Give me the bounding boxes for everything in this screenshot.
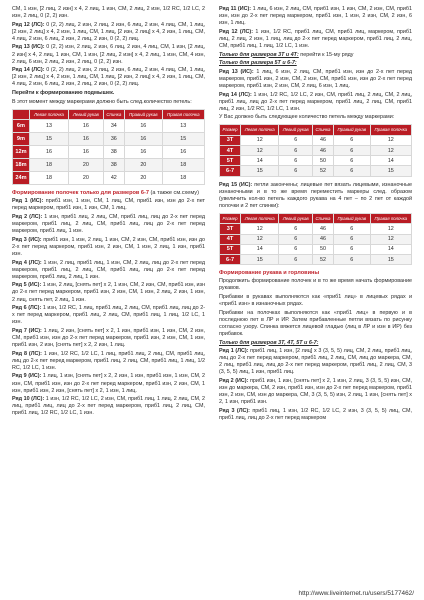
pattern-row: [12, 260, 205, 281]
count-cell: 6: [279, 224, 313, 234]
column-header: Правая полочка: [162, 109, 204, 119]
sleeve-intro-paragraphs: [219, 278, 412, 338]
row-text: приб1 изн, 1 изн, [снять пет] x 2, 1 изн, 2 лиц, 3 (3, 5, 5) изн, СМ, изн до маркера, СМ, 2 изн, приб1 изн, изн до 2-х пет перед маркером, приб1 изн, 2 изн, СМ, изн до маркера, СМ, 3 (3, 5, 5) изн, 2 лиц, 1 изн, [снять пет] x 2, 1 изн, приб1 изн.: [219, 378, 412, 406]
count-cell: 14: [370, 156, 411, 166]
count-cell: 38: [103, 159, 124, 172]
pattern-row: [12, 198, 205, 212]
count-cell: 13: [29, 120, 68, 133]
column-header: Левый рукав: [279, 213, 313, 223]
pattern-row: [12, 305, 205, 326]
table-row: [220, 166, 412, 176]
count-cell: 16: [125, 120, 163, 133]
row-text: 1 лиц, 6 изн, 2 лиц, СМ, приб1 изн, 1 изн, СМ, 2 изн, СМ, приб1 изн, изн до 2-х пет перед маркером, приб1 изн, 1 изн, 2 изн, СМ, 2 изн, 6 изн, 1 лиц.: [219, 6, 412, 27]
count-cell: 20: [125, 172, 163, 185]
table-header-row: [13, 109, 205, 119]
column-header: Левая полочка: [241, 213, 279, 223]
count-cell: 36: [103, 133, 124, 146]
table-row: [13, 133, 205, 146]
row-label: Ряд 12 (ЛС):: [12, 21, 45, 28]
count-cell: 12: [241, 135, 279, 145]
count-cell: 14: [241, 156, 279, 166]
right-rows-top: [219, 6, 412, 50]
count-cell: 18: [29, 172, 68, 185]
count-cell: 6: [333, 234, 370, 244]
note-sizes-5t-6-7: [219, 60, 412, 67]
table-row: [220, 146, 412, 156]
count-cell: 38: [103, 146, 124, 159]
pattern-row: [219, 29, 412, 50]
note-text: перейти к 15-му ряду: [298, 51, 354, 58]
row-text: приб1 лиц, 1 изн, [2 лиц] x 3 (3, 5, 5) лиц, СМ, 2 лиц, приб1 лиц, лиц до 2-х пет перед маркером, приб1 лиц, 2 лиц, СМ, лиц до маркера, СМ, 2 лиц, приб1 лиц, лиц до 2-х пет перед маркером, приб1 лиц, 2 лиц, СМ, 3 (3, 5, 5) лиц, 1 изн, приб1 лиц.: [219, 348, 412, 376]
section-title-note: (а также см.схему): [148, 190, 199, 197]
count-cell: 6: [279, 156, 313, 166]
row-label: Ряд 2 (ЛС):: [12, 214, 43, 221]
count-cell: 52: [313, 254, 334, 264]
row-text: 1 изн, 1/2 RC, 1 лиц, приб1 лиц, 2 лиц, СМ, приб1 лиц, лиц до 2-х пет перед маркером, приб1 лиц, 2 лиц, СМ, приб1 лиц, 1 лиц, 1/2 LC, 1 изн.: [12, 305, 205, 326]
row-label: Ряд 2 (ИС):: [219, 378, 249, 385]
size-cell: 24m: [13, 172, 30, 185]
row-text: 0 (2, 2) изн, 2 лиц, 2 изн, 6 лиц, 2 изн, 4 лиц, СМ, 1 изн, [2 лиц, 2 изн] x 4, 2 лиц, 1 изн, СМ, 1 изн, [2 лиц, 2 изн] x 4, 2 лиц, 1 изн, СМ, 4 изн, 2 лиц, 6 изн, 2 лиц, 2 изн, 2 лиц, 0 (2, 2) изн.: [12, 44, 205, 65]
row-text: 1 лиц, 2 изн, [снять пет] x 2, 1 изн, приб1 изн, 1 изн, СМ, 2 изн, СМ, приб1 изн, изн до 2-х пет перед маркером, приб1 изн, 2 изн, СМ, 1 изн, приб1 изн, 2 изн, [снять пет] x 2, 2 изн, 1 лиц.: [12, 327, 205, 349]
count-cell: 6: [279, 234, 313, 244]
count-cell: 12: [370, 135, 411, 145]
column-header: Правый рукав: [333, 213, 370, 223]
row-label: Ряд 3 (ИС):: [12, 236, 42, 243]
pattern-row: [12, 282, 205, 303]
column-header: Правая полочка: [370, 125, 411, 135]
row-label: Ряд 1 (ИС):: [12, 198, 44, 205]
row-text: 0 (2, 2) лиц, 2 изн, 2 лиц, 2 изн, 6 лиц, 2 изн, 4 лиц, СМ, 1 лиц, [2 изн, 2 лиц] x 4, 2 изн, 1 лиц, СМ, 1 лиц, [2 изн, 2 лиц] x 4, 2 изн, 1 лиц, СМ, 4 лиц, 2 изн, 6 лиц, 2 изн, 2 лиц, 2 изн, 0 (2, 2) лиц.: [12, 21, 205, 42]
section-title-sleeves: [219, 270, 412, 277]
note-label: Только для размера 5Т и 6-7:: [219, 60, 297, 67]
note-sizes-all: [219, 340, 412, 347]
pattern-row: [219, 92, 412, 113]
source-url: http://www.liveinternet.ru/users/5177462/: [298, 590, 414, 597]
size-cell: 5T: [220, 156, 241, 166]
pattern-row: [12, 90, 205, 97]
column-header: Правая полочка: [370, 213, 411, 223]
pattern-row: [12, 6, 205, 20]
column-header: [13, 109, 30, 119]
table-row: [13, 120, 205, 133]
row-label: Ряд 1 (ЛС):: [219, 348, 249, 355]
left-column: [12, 6, 205, 590]
count-cell: 18: [162, 172, 204, 185]
count-cell: 50: [313, 244, 334, 254]
count-cell: 6: [279, 254, 313, 264]
count-cell: 15: [241, 254, 279, 264]
stitch-count-table-sizes-6m-24m: [12, 109, 205, 185]
column-header: Размер: [220, 125, 241, 135]
row-label: Ряд 7 (ИС):: [12, 327, 42, 334]
note-sizes-3t-4t: [219, 52, 412, 59]
column-header: Левый рукав: [279, 125, 313, 135]
count-cell: 12: [241, 234, 279, 244]
pattern-row: [219, 6, 412, 27]
table-row: [220, 254, 412, 264]
section-title-text: Формирование рукава и горловины: [219, 270, 320, 277]
right-rows-mid: [219, 69, 412, 113]
count-cell: 18: [162, 159, 204, 172]
count-cell: 15: [29, 133, 68, 146]
note-label: Только для размеров 3Т и 4Т:: [219, 51, 299, 58]
count-cell: 12: [370, 146, 411, 156]
pattern-row: [12, 44, 205, 65]
column-header: Спинка: [313, 125, 334, 135]
count-cell: 52: [313, 166, 334, 176]
two-column-layout: [12, 6, 414, 590]
count-cell: 46: [313, 234, 334, 244]
column-header: Размер: [220, 213, 241, 223]
count-cell: 16: [125, 133, 163, 146]
row-label: Ряд 9 (ИС):: [12, 373, 42, 380]
count-cell: 6: [279, 166, 313, 176]
row-label: Ряд 10 (ЛС):: [12, 396, 45, 403]
count-cell: 13: [162, 120, 204, 133]
table-row: [220, 224, 412, 234]
intro-stitch-count: У Вас должно быть следующее количество петель между маркерами:: [219, 114, 395, 121]
count-cell: 6: [279, 135, 313, 145]
row-text: 0 (2, 2) лиц, 2 изн, 2 лиц, 2 изн, 6 лиц, 2 изн, 4 лиц, СМ, 1 лиц, [2 изн, 2 лиц] x 4, 2 изн, 1 лиц, СМ, 1 лиц, [2 изн, 2 лиц] x 4, 2 изн, 1 лиц, СМ, 4 лиц, 2 изн, 6 лиц, 2 изн, 2 лиц, 2 изн, 0 (2, 2) лиц.: [12, 67, 205, 88]
size-cell: 6m: [13, 120, 30, 133]
table-row: [220, 234, 412, 244]
column-header: Правый рукав: [125, 109, 163, 119]
column-header: Правый рукав: [333, 125, 370, 135]
size-cell: 3T: [220, 135, 241, 145]
count-cell: 6: [333, 146, 370, 156]
section-title-text: Формирование полочек только для размеров 6-7: [12, 190, 149, 197]
count-cell: 6: [333, 166, 370, 176]
count-cell: 50: [313, 156, 334, 166]
row-label: Ряд 14 (ЛС):: [219, 91, 252, 98]
row-text: 1 лиц, 6 изн, 2 лиц, СМ, приб1 изн, изн до 2-х пет перед маркером, приб1 изн, 2 изн, СМ, 2 изн, СМ, приб1 изн, изн до 2-х пет перед маркером, приб1 изн, 2 изн, СМ, 2 лиц, 6 изн, 1 лиц.: [219, 68, 412, 89]
count-cell: 6: [279, 244, 313, 254]
size-cell: 4T: [220, 146, 241, 156]
pattern-row: [12, 396, 205, 417]
row-text: 1 изн, 1/2 RC, 1/2 LC, 2 изн, СМ, приб1 лиц, 1 лиц, 2 лиц, СМ, 2 лиц, приб1 лиц, лиц до 2-х пет перед маркером, приб1 лиц, 2 лиц, СМ, приб1 лиц, 1/2 RC, 1/2 LC, 1 изн.: [12, 396, 205, 417]
count-cell: 6: [279, 146, 313, 156]
count-cell: 42: [103, 172, 124, 185]
count-cell: 46: [313, 135, 334, 145]
pattern-row: [219, 348, 412, 376]
row-label: Ряд 8 (ЛС):: [12, 350, 42, 357]
count-cell: 12: [370, 234, 411, 244]
pattern-row: [219, 378, 412, 406]
count-cell: 6: [333, 254, 370, 264]
count-cell: 14: [370, 244, 411, 254]
row-text: 1 изн, 2 лиц, приб1 лиц, 1 изн, СМ, 2 лиц, лиц до 2-х пет перед маркером, приб1 лиц, 2 лиц, СМ, приб1 лиц, лиц до 2-х пет перед маркером, приб1 лиц, 2 лиц, 1 изн.: [12, 259, 205, 280]
table-header-row: [220, 125, 412, 135]
pattern-row: [219, 69, 412, 90]
note-label: Только для размеров 3Т, 4Т, 5Т и 6-7:: [219, 339, 319, 346]
size-cell: 4T: [220, 234, 241, 244]
column-header: Левая полочка: [29, 109, 68, 119]
count-cell: 15: [162, 133, 204, 146]
count-cell: 20: [69, 159, 103, 172]
row-text: Перейти к формированию подмышек.: [12, 90, 115, 97]
pattern-row: [12, 22, 205, 43]
pattern-row: [12, 214, 205, 235]
pattern-row: [12, 67, 205, 88]
table-row: [220, 135, 412, 145]
paragraph: Продолжить формирование полочек и в то же время начать формирование рукавов.: [219, 278, 412, 292]
count-cell: 6: [333, 244, 370, 254]
table-row: [220, 244, 412, 254]
size-cell: 12m: [13, 146, 30, 159]
count-cell: 6: [333, 156, 370, 166]
pattern-row: [12, 328, 205, 349]
size-cell: 6-7: [220, 254, 241, 264]
section-title-fronts: [12, 190, 205, 197]
row-label: Ряд 3 (ЛС):: [219, 407, 250, 414]
table-row: [13, 172, 205, 185]
count-cell: 12: [241, 224, 279, 234]
row-label: Ряд 14 (ЛС):: [12, 67, 45, 74]
row-text: приб1 лиц, 1 изн, 1/2 RC, 1/2 LC, 2 изн, 3 (3, 5, 5) лиц, СМ, приб1 лиц, лиц до 2-х пет перед маркером: [219, 407, 412, 421]
count-cell: 34: [103, 120, 124, 133]
stitch-count-table-sizes-3t-6-7: [219, 124, 412, 176]
count-cell: 18: [29, 159, 68, 172]
column-header: Спинка: [313, 213, 334, 223]
size-cell: 18m: [13, 159, 30, 172]
column-header: Спинка: [103, 109, 124, 119]
count-cell: 16: [69, 146, 103, 159]
row-label: Ряд 13 (ИС):: [219, 68, 254, 75]
count-cell: 16: [69, 133, 103, 146]
row-label: Ряд 15 (ИС):: [219, 181, 253, 188]
count-cell: 15: [370, 166, 411, 176]
marker-move-table: [219, 213, 412, 265]
count-cell: 12: [241, 146, 279, 156]
right-column: [219, 6, 412, 590]
count-cell: 14: [241, 244, 279, 254]
row-text: 1 изн, приб1 лиц, 2 лиц, СМ, приб1 лиц, лиц до 2-х пет перед маркером, приб1 лиц, 2 лиц, СМ, приб1 лиц, лиц до 2-х пет перед маркером, приб1 лиц, 1 изн.: [12, 214, 205, 235]
pattern-row: [12, 99, 205, 106]
paragraph: Прибавки на полочках выполняются как «приб1 лиц» в первую и в последнюю пет в ЛР и ИР. Затем прибавленные петли вязать по рисунку согласно узору. Спинка вяжется лицевой гладью (лиц в ЛР и изн в ИР) без прибавок.: [219, 309, 412, 337]
row-label: Ряд 13 (ИС):: [12, 44, 45, 51]
row-text: приб1 изн, 1 изн, СМ, 1 лиц, СМ, приб1 изн, изн до 2-х пет перед маркером, приб1 изн, 1 изн, СМ, 1 лиц.: [12, 198, 205, 212]
left-rows: [12, 198, 205, 417]
count-cell: 46: [313, 146, 334, 156]
table-header-row: [220, 213, 412, 223]
row-label: Ряд 11 (ИС):: [219, 6, 252, 12]
row-text: петли закончены; лицевые пет вязать лицевыми, изнаночные изнаночными и в то же время переместить маркеры след. образом (увеличить кол-во петель каждого рукава на 4 пет – по 2 пет от каждой полочки и 2 пет спинки):: [219, 181, 412, 209]
count-cell: 20: [125, 159, 163, 172]
column-header: Левая полочка: [241, 125, 279, 135]
right-rows-bottom: [219, 348, 412, 422]
count-cell: 6: [333, 135, 370, 145]
row-label: Ряд 6 (ЛС):: [12, 305, 42, 312]
count-cell: 6: [333, 224, 370, 234]
count-cell: 46: [313, 224, 334, 234]
row-text: 1 изн, 1/2 RC, 1/2 LC, 2 изн, СМ, приб1 лиц, 2 лиц, СМ, 2 лиц, приб1 лиц, лиц до 2-х пет перед маркером, приб1 лиц, 2 лиц, СМ, приб1 лиц, 2 изн, 1/2 RC, 1/2 LC, 1 изн.: [219, 91, 412, 112]
paragraph: Прибавки в рукавах выполняются как «приб1 лиц» в лицевых рядах и «приб1 изн» в изнаночных рядах.: [219, 293, 412, 308]
table-row: [13, 159, 205, 172]
count-cell: 12: [370, 224, 411, 234]
column-header: Левый рукав: [69, 109, 103, 119]
row-text: 1 изн, 1/2 RC, приб1 лиц, СМ, приб1 лиц, маркером, приб1 лиц, 2 лиц, 2 изн, 1 лиц, лиц до 2-х пет перед маркером, приб1 лиц, 2 лиц, СМ, приб1 лиц, 1 лиц, 1/2 LC, 1 изн.: [219, 28, 412, 49]
row-15-paragraph: [219, 182, 412, 210]
left-top-paragraphs: [12, 6, 205, 106]
count-cell: 20: [69, 172, 103, 185]
size-cell: 5T: [220, 244, 241, 254]
pattern-row: [12, 373, 205, 394]
row-text: 1 лиц, 1 изн, [снять пет] x 2, 2 изн, 1 изн, приб1 изн, 1 изн, СМ, 2 изн, СМ, приб1 изн, изн до 2-х пет перед маркером, приб1 изн, 2 изн, СМ, 1 изн, приб1 изн, 2 изн, [снять пет] x 2, 1 изн, 1 лиц.: [12, 373, 205, 394]
count-cell: 16: [162, 146, 204, 159]
size-cell: 6-7: [220, 166, 241, 176]
count-cell: 15: [241, 166, 279, 176]
count-cell: 16: [29, 146, 68, 159]
row-text: 1 изн, 2 лиц, [снять пет] x 2, 1 изн, СМ, 2 изн, СМ, приб1 изн, изн до 2-х пет перед маркером, приб1 изн, 2 изн, СМ, 1 изн, 2 лиц, 2 изн, 1 изн, 2 лиц, снять пет, 2 лиц, 1 изн.: [12, 282, 205, 303]
count-cell: 15: [370, 254, 411, 264]
pattern-row: [219, 408, 412, 422]
row-text: В этот момент между маркерами должно быть след.количество петель:: [12, 98, 192, 105]
row-label: Ряд 5 (ИС):: [12, 282, 42, 289]
count-cell: 16: [125, 146, 163, 159]
table-row: [220, 156, 412, 166]
row-text: приб1 изн, 1 изн, 2 лиц, 1 изн, СМ, 2 изн, СМ, приб1 изн, изн до 2-х пет перед маркером, приб1 изн, 2 изн, СМ, 1 изн, 2 лиц, 1 изн, приб1 изн.: [12, 236, 205, 257]
row-text: 1 изн, 1/2 RC, 1/2 LC, 1 лиц, приб1 лиц, 2 лиц, СМ, приб1 лиц, лиц до 2-х пет перед маркером, приб1 лиц, 2 лиц, СМ, приб1 лиц, 1 лиц, 1/2 RC, 1/2 LC, 1 изн.: [12, 350, 205, 371]
row-label: Ряд 4 (ЛС):: [12, 259, 42, 266]
table-row: [13, 146, 205, 159]
size-cell: 3T: [220, 224, 241, 234]
row-label: Ряд 12 (ЛС):: [219, 28, 253, 35]
pattern-row: [12, 351, 205, 372]
size-cell: 9m: [13, 133, 30, 146]
row-text: СМ, 1 изн, [2 лиц, 2 изн] x 4, 2 лиц, 1 изн, СМ, 2 лиц, 2 изн, 1/2 RC, 1/2 LC, 2 изн, 2 лиц, 0 (2, 2) изн.: [12, 6, 205, 20]
count-cell: 16: [69, 120, 103, 133]
pattern-row: [12, 237, 205, 258]
